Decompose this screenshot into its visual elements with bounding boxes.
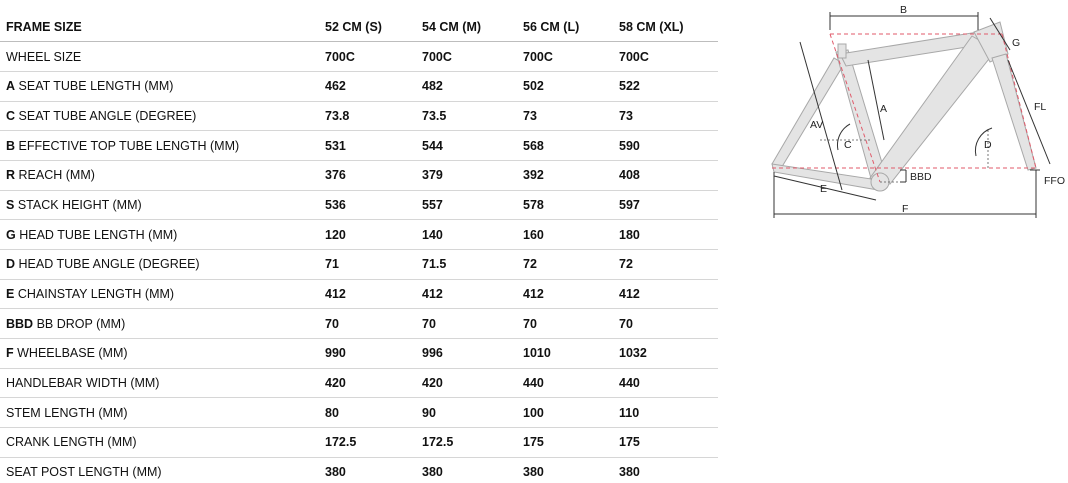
row-value: 120 (319, 220, 416, 250)
row-value: 578 (517, 190, 613, 220)
header-size-xl: 58 CM (XL) (613, 12, 718, 42)
table-header-row (0, 12, 718, 42)
row-label-text: HEAD TUBE ANGLE (DEGREE) (18, 257, 200, 272)
table-row (0, 42, 718, 72)
table-row (0, 190, 718, 220)
row-value: 536 (319, 190, 416, 220)
row-label-text: EFFECTIVE TOP TUBE LENGTH (MM) (18, 138, 240, 153)
row-label (0, 428, 319, 458)
table-row (0, 368, 718, 398)
row-value: 71.5 (416, 250, 517, 280)
row-value: 482 (416, 71, 517, 101)
row-label-text: SEAT POST LENGTH (MM) (6, 465, 162, 480)
table-row (0, 101, 718, 131)
row-value: 380 (619, 465, 640, 480)
row-label-text: SEAT TUBE LENGTH (MM) (18, 79, 174, 94)
row-value: 700C (319, 42, 416, 72)
row-label-text: HEAD TUBE LENGTH (MM) (19, 227, 178, 242)
row-value: 531 (319, 131, 416, 161)
row-value: 502 (517, 71, 613, 101)
row-value: 420 (416, 368, 517, 398)
row-label-text: HANDLEBAR WIDTH (MM) (6, 376, 160, 391)
row-code: F (6, 346, 14, 361)
table-row (0, 131, 718, 161)
row-label (0, 339, 319, 369)
seat-tube-shape (836, 50, 886, 182)
row-value: 70 (517, 309, 613, 339)
label-f: F (902, 203, 909, 215)
row-code: E (6, 287, 15, 302)
row-value: 462 (319, 71, 416, 101)
row-value: 996 (416, 339, 517, 369)
row-value: 100 (517, 398, 613, 428)
row-value: 80 (319, 398, 416, 428)
row-label (0, 101, 319, 131)
row-value: 180 (613, 220, 718, 250)
row-code: G (6, 227, 16, 242)
row-value: 160 (517, 220, 613, 250)
row-value: 544 (416, 131, 517, 161)
row-value: 392 (517, 160, 613, 190)
row-value: 70 (416, 309, 517, 339)
label-g: G (1012, 37, 1021, 49)
row-label (0, 457, 319, 483)
row-value: 440 (613, 368, 718, 398)
row-label-text: CHAINSTAY LENGTH (MM) (17, 287, 175, 302)
row-value: 70 (319, 309, 416, 339)
row-value: 175 (613, 428, 718, 458)
row-value: 1010 (517, 339, 613, 369)
row-value: 172.5 (319, 428, 416, 458)
row-value: 557 (416, 190, 517, 220)
label-a: A (880, 103, 888, 115)
row-value: 412 (613, 279, 718, 309)
row-value: 380 (422, 465, 443, 480)
row-value: 73.5 (416, 101, 517, 131)
frame-tubes (772, 22, 1036, 191)
table-row (0, 309, 718, 339)
header-frame-size: FRAME SIZE (0, 12, 319, 42)
header-size-l: 56 CM (L) (517, 12, 613, 42)
row-value: 597 (613, 190, 718, 220)
row-label (0, 131, 319, 161)
row-label-text: STACK HEIGHT (MM) (17, 197, 142, 212)
row-value: 380 (523, 465, 544, 480)
row-value: 990 (319, 339, 416, 369)
table-row (0, 71, 718, 101)
label-fl: FL (1034, 101, 1047, 113)
row-value: 412 (416, 279, 517, 309)
row-value: 700C (613, 42, 718, 72)
row-value: 110 (613, 398, 718, 428)
row-value: 73 (613, 101, 718, 131)
table-row (0, 250, 718, 280)
seat-stay-shape (772, 58, 844, 170)
label-b: B (900, 4, 908, 16)
row-value: 90 (416, 398, 517, 428)
row-value: 412 (517, 279, 613, 309)
table-row (0, 428, 718, 458)
table-row (0, 398, 718, 428)
row-label (0, 71, 319, 101)
label-e: E (820, 183, 828, 195)
table-row (0, 220, 718, 250)
row-label-text: CRANK LENGTH (MM) (6, 435, 137, 450)
row-value: 72 (613, 250, 718, 280)
geometry-table (0, 12, 718, 483)
row-code: S (6, 197, 15, 212)
row-label (0, 42, 319, 72)
row-value: 380 (325, 465, 346, 480)
row-value: 376 (319, 160, 416, 190)
row-label (0, 398, 319, 428)
row-label (0, 279, 319, 309)
table-row (0, 457, 718, 483)
header-size-s: 52 CM (S) (319, 12, 416, 42)
label-bbd: BBD (910, 171, 932, 183)
row-value: 408 (613, 160, 718, 190)
row-label (0, 220, 319, 250)
row-label-text: WHEEL SIZE (6, 49, 82, 64)
row-code: D (6, 257, 16, 272)
row-value: 700C (416, 42, 517, 72)
row-value: 412 (319, 279, 416, 309)
row-value: 568 (517, 131, 613, 161)
table-row (0, 279, 718, 309)
row-code: BBD (6, 316, 34, 331)
row-value: 70 (613, 309, 718, 339)
row-value: 73.8 (319, 101, 416, 131)
frame-geometry-diagram (760, 0, 1068, 230)
row-label (0, 309, 319, 339)
row-value: 420 (319, 368, 416, 398)
row-label (0, 368, 319, 398)
label-c: C (844, 139, 852, 151)
label-av: AV (810, 119, 824, 131)
row-value: 1032 (613, 339, 718, 369)
row-code: C (6, 108, 16, 123)
row-value: 73 (517, 101, 613, 131)
row-label-text: WHEELBASE (MM) (17, 346, 128, 361)
row-value: 175 (517, 428, 613, 458)
row-code: R (6, 168, 16, 183)
row-value: 72 (517, 250, 613, 280)
row-value: 522 (613, 71, 718, 101)
label-ffo: FFO (1044, 175, 1065, 187)
row-code: A (6, 79, 16, 94)
row-value: 71 (319, 250, 416, 280)
row-label-text: SEAT TUBE ANGLE (DEGREE) (18, 108, 197, 123)
seat-post-shape (838, 44, 846, 58)
header-size-m: 54 CM (M) (416, 12, 517, 42)
row-value: 590 (613, 131, 718, 161)
label-d: D (984, 139, 992, 151)
row-value: 700C (517, 42, 613, 72)
row-label-text: REACH (MM) (18, 168, 95, 183)
table-row (0, 160, 718, 190)
row-label-text: BB DROP (MM) (36, 316, 126, 331)
row-label (0, 190, 319, 220)
table-row (0, 339, 718, 369)
row-label-text: STEM LENGTH (MM) (6, 405, 128, 420)
row-label (0, 250, 319, 280)
row-value: 140 (416, 220, 517, 250)
row-label (0, 160, 319, 190)
row-value: 440 (517, 368, 613, 398)
row-value: 379 (416, 160, 517, 190)
row-value: 172.5 (416, 428, 517, 458)
row-code: B (6, 138, 16, 153)
